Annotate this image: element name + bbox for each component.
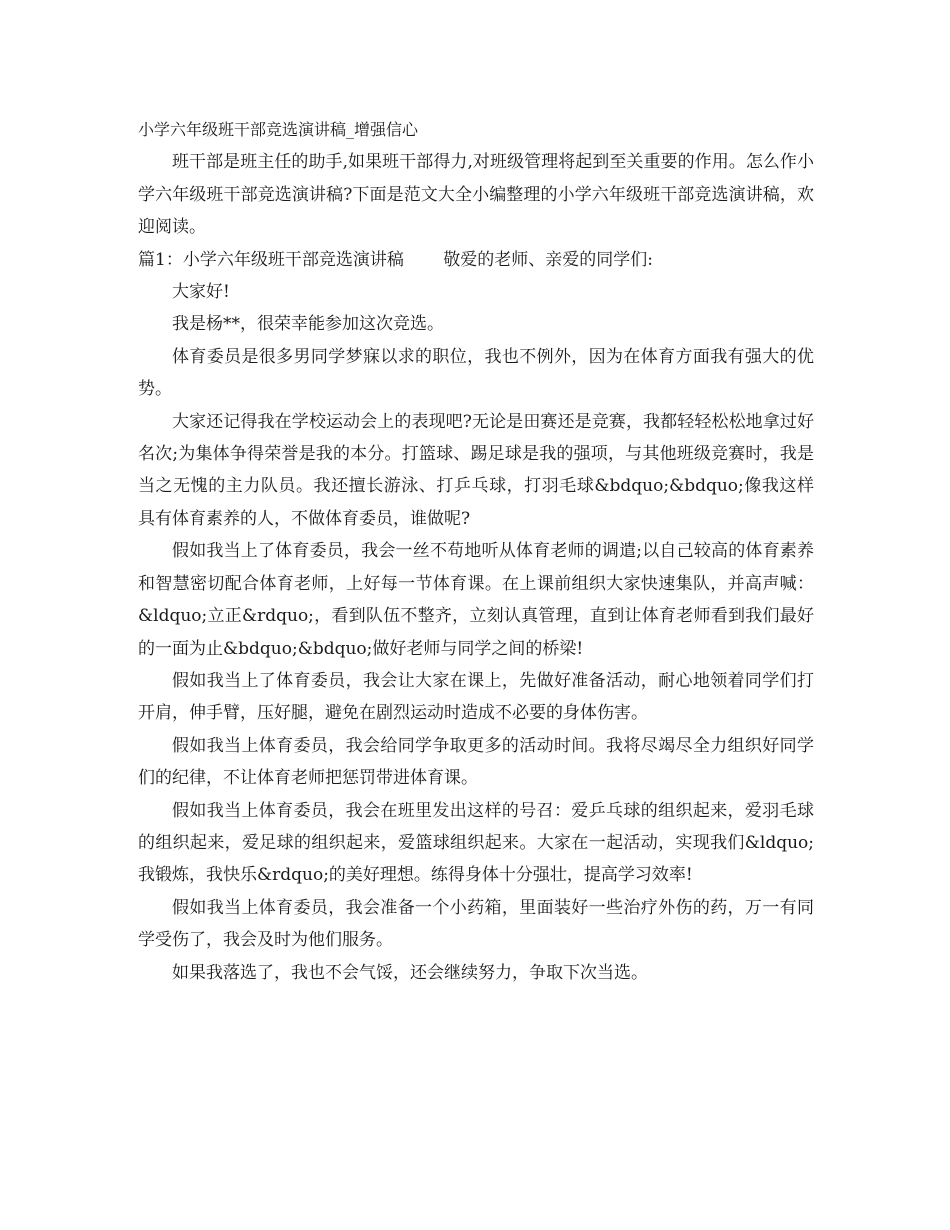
document-title: 小学六年级班干部竞选演讲稿_增强信心 [138,120,419,139]
body-paragraph: 假如我当上了体育委员，我会一丝不苟地听从体育老师的调遣;以自己较高的体育素养和智慧密切配合体育老师，上好每一节体育课。在上课前组织大家快速集队，并高声喊：&ldquo;立正&rdquo;，看到队伍不整齐，立刻认真管理，直到让体育老师看到我们最好的一面为止&bdquo;&bdquo;做好老师与同学之间的桥梁! [138,541,814,659]
body-paragraph: 体育委员是很多男同学梦寐以求的职位，我也不例外，因为在体育方面我有强大的优势。 [138,346,814,400]
body-paragraph: 大家好! [172,282,230,303]
body-paragraph: 假如我当上了体育委员，我会让大家在课上，先做好准备活动，耐心地领着同学们打开肩，伸手臂，压好腿，避免在剧烈运动时造成不必要的身体伤害。 [138,670,814,724]
intro-paragraph: 班干部是班主任的助手,如果班干部得力,对班级管理将起到至关重要的作用。怎么作小学六年级班干部竞选演讲稿?下面是范文大全小编整理的小学六年级班干部竞选演讲稿，欢迎阅读。 [138,152,814,238]
chapter-heading: 篇1：小学六年级班干部竞选演讲稿 敬爱的老师、亲爱的同学们: [138,249,653,270]
body-paragraph: 如果我落选了，我也不会气馁，还会继续努力，争取下次当选。 [172,962,648,983]
document-body [138,114,814,989]
body-paragraph: 我是杨**，很荣幸能参加这次竞选。 [172,314,444,335]
body-paragraph: 假如我当上体育委员，我会准备一个小药箱，里面装好一些治疗外伤的药，万一有同学受伤了，我会及时为他们服务。 [138,897,814,951]
body-paragraph: 假如我当上体育委员，我会在班里发出这样的号召：爱乒乓球的组织起来，爱羽毛球的组织起来，爱足球的组织起来，爱篮球组织起来。大家在一起活动，实现我们&ldquo;我锻炼，我快乐&rdquo;的美好理想。练得身体十分强壮，提高学习效率! [138,800,814,886]
body-paragraph: 大家还记得我在学校运动会上的表现吧?无论是田赛还是竞赛，我都轻轻松松地拿过好名次;为集体争得荣誉是我的本分。打篮球、踢足球是我的强项，与其他班级竞赛时，我是当之无愧的主力队员。我还擅长游泳、打乒乓球，打羽毛球&bdquo;&bdquo;像我这样具有体育素养的人，不做体育委员，谁做呢? [138,411,814,529]
body-paragraph: 假如我当上体育委员，我会给同学争取更多的活动时间。我将尽竭尽全力组织好同学们的纪律，不让体育老师把惩罚带进体育课。 [138,735,814,789]
